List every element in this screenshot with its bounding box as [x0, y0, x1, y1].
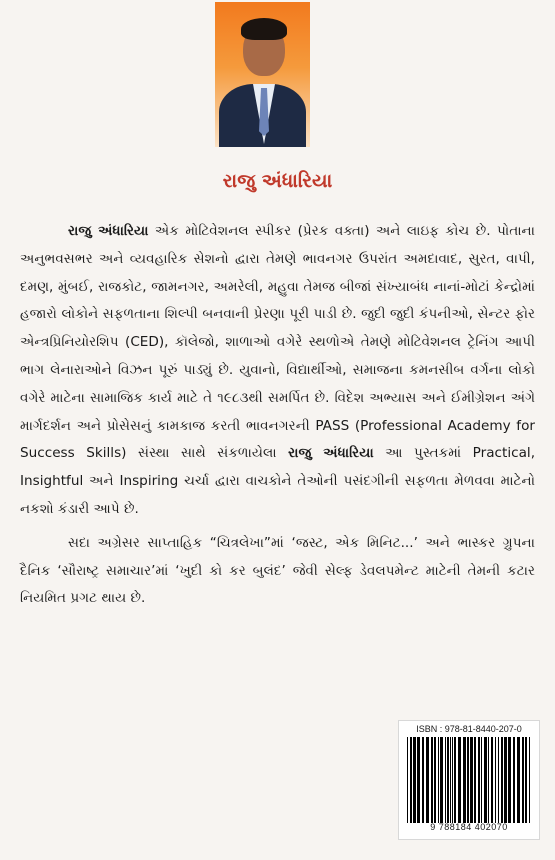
- bio-text-b: આ પુસ્તકમાં Practical, Insightful અને Inspiring ચર્ચા દ્વારા વાચકોને તેઓની પસંદગીની સફળતા મેળવવા માટેનો નકશો કંડારી આપે છે.: [20, 445, 536, 517]
- author-photo: [215, 2, 310, 147]
- bio-text-a: એક મોટિવેશનલ સ્પીકર (પ્રેરક વક્તા) અને લાઇફ કોચ છે. પોતાના અનુભવસભર અને વ્યવહારિક સેશનો દ્વારા તેમણે ભાવનગર ઉપરાંત અમદાવાદ, સુરત, વાપી, દમણ, મુંબઈ, રાજકોટ, જામનગર, અમરેલી, મહુવા તેમજ બીજાં સંખ્યાબંધ નાનાં-મોટાં કેન્દ્રોમાં હજારો લોકોને સફળતાના શિલ્પી બનવાની પ્રેરણા પૂરી પાડી છે. જુદી જુદી કંપનીઓ, સેન્ટર ફોર એન્ત્રપ્રિનિયોરશિપ (CED), કૉલેજો, શાળાઓ વગેરે સ્થળોએ તેમણે મોટિવેશનલ ટ્રેનિંગ આપી ભાગ લેનારાઓને વિઝન પૂરું પાડ્યું છે. યુવાનો, વિદ્યાર્થીઓ, સમાજના કમનસીબ વર્ગના લોકો વગેરે માટેના સામાજિક કાર્ય માટે તે ૧૯૮૩થી સમર્પિત છે. વિદેશ અભ્યાસ અને ઈમીગ્રેશન અંગે માર્ગદર્શન અને પ્રોસેસનું કામકાજ કરતી ભાવનગરની PASS (Professional Academy for Success Skills) સંસ્થા સાથે સંકળાયેલા: [20, 223, 535, 462]
- isbn-label: ISBN : 978-81-8440-207-0: [416, 724, 522, 734]
- author-name: રાજુ અંધારિયા: [222, 170, 333, 192]
- barcode-digits: 9 788184 402070: [430, 822, 508, 832]
- isbn-barcode: [398, 720, 540, 840]
- bio-paragraph-2: સદા અગ્રેસર સાપ્તાહિક “ચિત્રલેખા”માં ‘જસ્ટ, એક મિનિટ...’ અને ભાસ્કર ગ્રુપના દૈનિક ‘સૌરાષ્ટ્ર સમાચાર’માં ‘ખુદી કો કર બુલંદ’ જેવી સેલ્ફ ડેવલપમેન્ટ માટેની તેમની કટાર નિયમિત પ્રગટ થાય છે.: [20, 534, 535, 607]
- bio-author-name-2: રાજુ અંધારિયા: [288, 445, 374, 462]
- bio-author-name: રાજુ અંધારિયા: [68, 223, 149, 239]
- barcode-bars: [407, 737, 531, 823]
- author-bio: [20, 218, 535, 613]
- bio-paragraph-1: [20, 218, 535, 524]
